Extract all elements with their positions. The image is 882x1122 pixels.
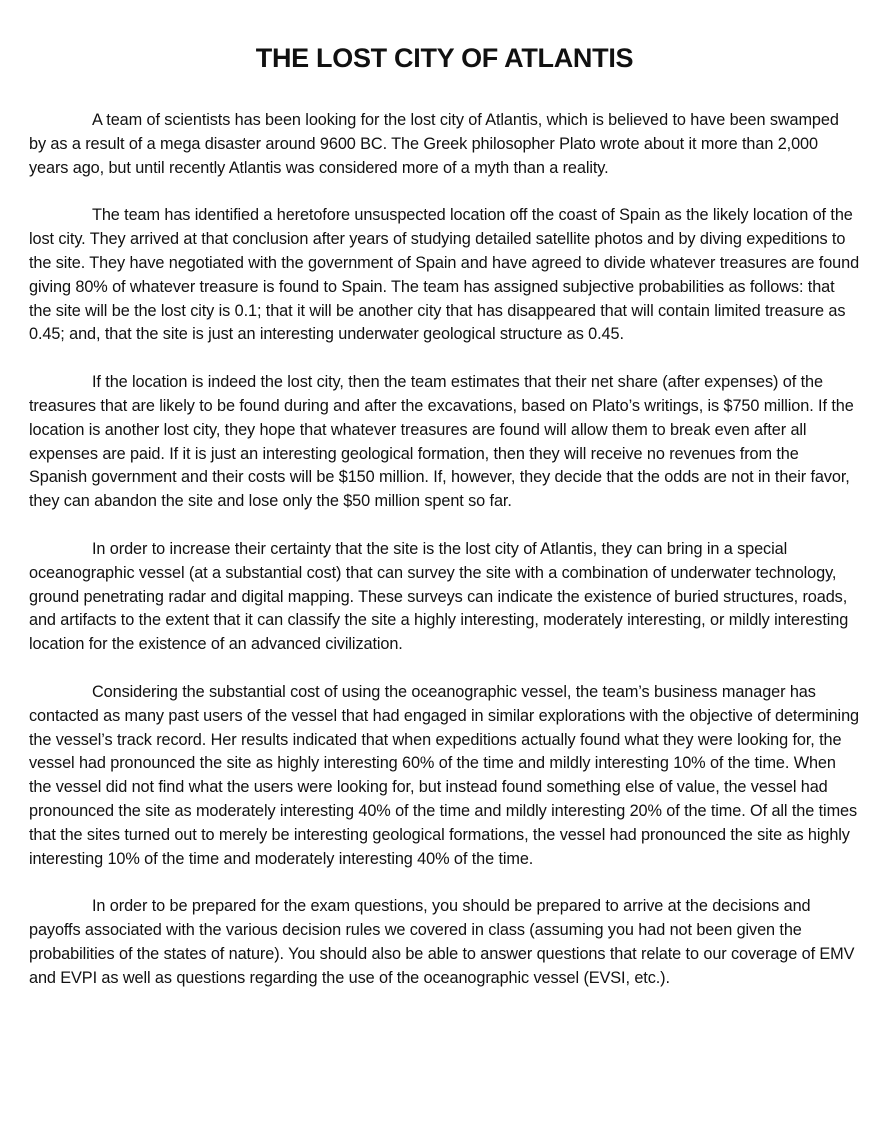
paragraph-location: The team has identified a heretofore unsuspected location off the coast of Spain as the likely location of the lost city. They arrived at that conclusion after years of studying detailed satellite photos and by diving expeditions to the site. They have negotiated with the government of Spain and have agreed to divide whatever treasures are found giving 80% of whatever treasure is found to Spain. The team has assigned subjective probabilities as follows: that the site will be the lost city is 0.1; that it will be another city that has disappeared that will contain limited treasure as 0.45; and, that the site is just an interesting underwater geological structure as 0.45.: [29, 206, 860, 344]
paragraph-intro: A team of scientists has been looking for the lost city of Atlantis, which is believed to have been swamped by as a result of a mega disaster around 9600 BC. The Greek philosopher Plato wrote about it more than 2,000 years ago, but until recently Atlantis was considered more of a myth than a reality.: [29, 111, 839, 177]
paragraph-track-record: Considering the substantial cost of using the oceanographic vessel, the team’s business manager has contacted as many past users of the vessel that had engaged in similar explorations with the objective of determining the vessel’s track record. Her results indicated that when expeditions actually found what they were looking for, the vessel had pronounced the site as highly interesting 60% of the time and mildly interesting 10% of the time. When the vessel did not find what the users were looking for, but instead found something else of value, the vessel had pronounced the site as moderately interesting 40% of the time and mildly interesting 20% of the time. Of all the times that the sites turned out to merely be interesting geological formations, the vessel had pronounced the site as highly interesting 10% of the time and moderately interesting 40% of the time.: [29, 682, 859, 868]
paragraph-vessel: In order to increase their certainty that the site is the lost city of Atlantis, they can bring in a special oceanographic vessel (at a substantial cost) that can survey the site with a combination of underwater technology, ground penetrating radar and digital mapping. These surveys can indicate the existence of buried structures, roads, and artifacts to the extent that it can classify the site a highly interesting, moderately interesting, or mildly interesting location for the existence of an advanced civilization.: [29, 539, 849, 654]
paragraph-exam-prep: In order to be prepared for the exam questions, you should be prepared to arrive at the decisions and payoffs associated with the various decision rules we covered in class (assuming you had not been given the probabilities of the states of nature). You should also be able to answer questions that relate to our coverage of EMV and EVPI as well as questions regarding the use of the oceanographic vessel (EVSI, etc.).: [29, 897, 855, 987]
paragraph-payoffs: If the location is indeed the lost city, then the team estimates that their net share (after expenses) of the treasures that are likely to be found during and after the excavations, based on Plato’s writings, is $750 million. If the location is another lost city, they hope that whatever treasures are found will allow them to break even after all expenses are paid. If it is just an interesting geological formation, then they will receive no revenues from the Spanish government and their costs will be $150 million. If, however, they decide that the odds are not in their favor, they can abandon the site and lose only the $50 million spent so far.: [29, 373, 854, 511]
document-title: THE LOST CITY OF ATLANTIS: [255, 43, 634, 73]
